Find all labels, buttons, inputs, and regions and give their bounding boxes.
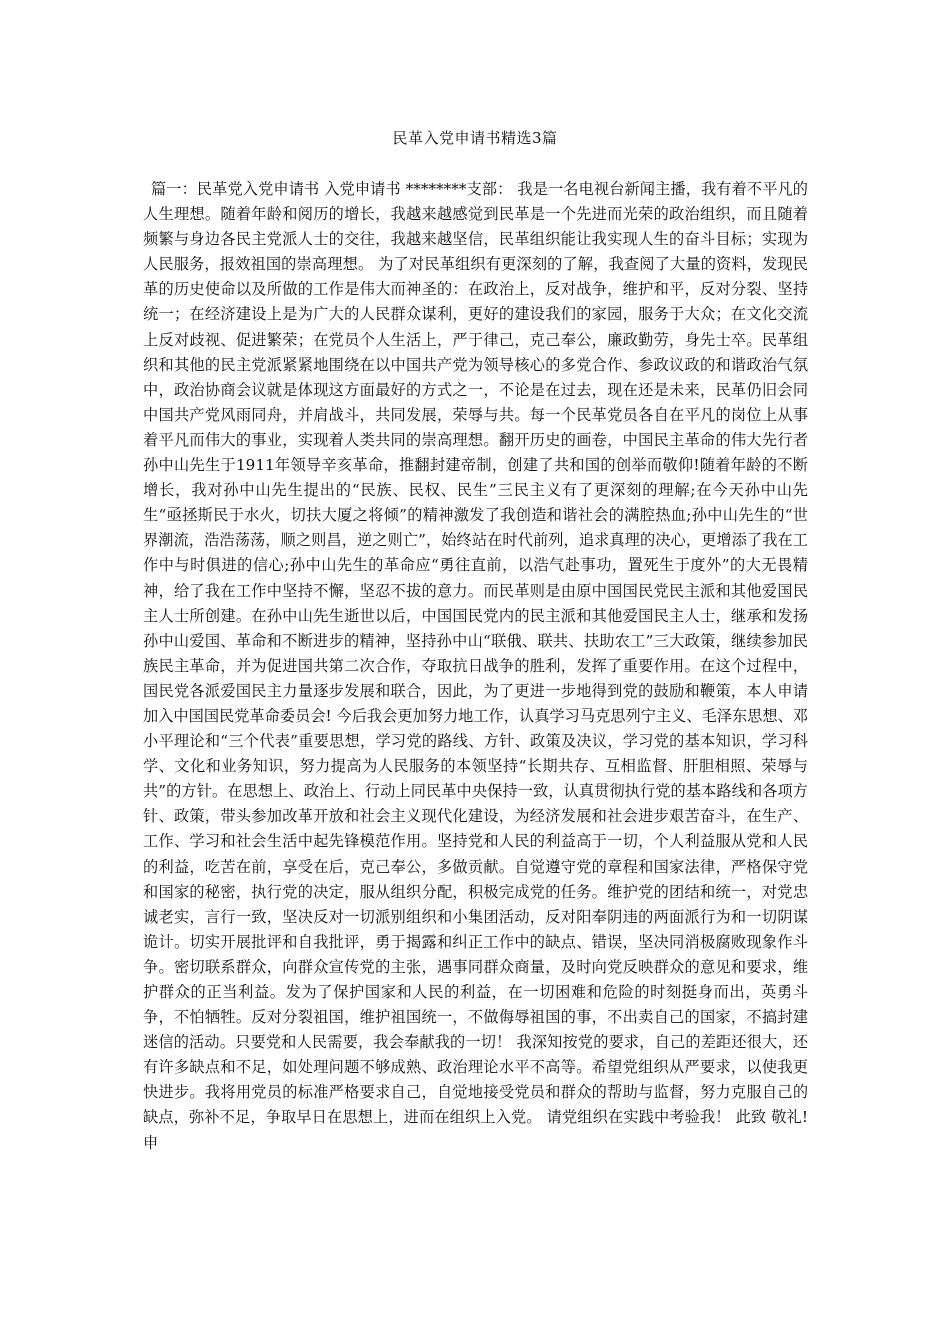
document-body-paragraph: 篇一：民革党入党申请书 入党申请书 ********支部： 我是一名电视台新闻主播，我有着不平凡的人生理想。随着年龄和阅历的增长，我越来越感觉到民革是一个先进而光荣的政治组织，而且随着频繁与身边各民主党派人士的交往，我越来越坚信，民革组织能让我实现人生的奋斗目标；实现为人民服务，报效祖国的崇高理想。 为了对民革组织有更深刻的了解，我查阅了大量的资料，发现民革的历史使命以及所做的工作是伟大而神圣的：在政治上，反对战争，维护和平，反对分裂、坚持统一；在经济建设上是为广大的人民群众谋利，更好的建设我们的家园，服务于大众；在文化交流上反对歧视、促进繁荣；在党员个人生活上，严于律己，克己奉公，廉政勤劳，身先士卒。民革组织和其他的民主党派紧紧地围绕在以中国共产党为领导核心的多党合作、参政议政的和谐政治气氛中，政治协商会议就是体现这方面最好的方式之一，不论是在过去，现在还是未来，民革仍旧会同中国共产党风雨同舟，并肩战斗，共同发展，荣辱与共。每一个民革党员各自在平凡的岗位上从事着平凡而伟大的事业，实现着人类共同的崇高理想。翻开历史的画卷，中国民主革命的伟大先行者孙中山先生于1911年领导辛亥革命，推翻封建帝制，创建了共和国的创举而敬仰!随着年龄的不断增长，我对孙中山先生提出的“民族、民权、民生”三民主义有了更深刻的理解;在今天孙中山先生“亟拯斯民于水火，切扶大厦之将倾”的精神激发了我创造和谐社会的满腔热血;孙中山先生的“世界潮流，浩浩荡荡，顺之则昌，逆之则亡”，始终站在时代前列，追求真理的决心，更增添了我在工作中与时俱进的信心;孙中山先生的革命应“勇往直前，以浩气赴事功，置死生于度外”的大无畏精神，给了我在工作中坚持不懈，坚忍不拔的意力。而民革则是由原中国国民党民主派和其他爱国民主人士所创建。在孙中山先生逝世以后，中国国民党内的民主派和其他爱国民主人士，继承和发扬孙中山爱国、革命和不断进步的精神，坚持孙中山“联俄、联共、扶助农工”三大政策，继续参加民族民主革命，并为促进国共第二次合作，夺取抗日战争的胜利，发挥了重要作用。在这个过程中，国民党各派爱国民主力量逐步发展和联合，因此，为了更进一步地得到党的鼓励和鞭策，本人申请加入中国国民党革命委员会! 今后我会更加努力地工作，认真学习马克思列宁主义、毛泽东思想、邓小平理论和“三个代表”重要思想，学习党的路线、方针、政策及决议，学习党的基本知识，学习科学、文化和业务知识，努力提高为人民服务的本领坚持“长期共存、互相监督、肝胆相照、荣辱与共”的方针。在思想上、政治上、行动上同民革中央保持一致，认真贯彻执行党的基本路线和各项方针、政策，带头参加改革开放和社会主义现代化建设，为经济发展和社会进步艰苦奋斗，在生产、工作、学习和社会生活中起先锋模范作用。坚持党和人民的利益高于一切，个人利益服从党和人民的利益，吃苦在前，享受在后，克己奉公，多做贡献。自觉遵守党的章程和国家法律，严格保守党和国家的秘密，执行党的决定，服从组织分配，积极完成党的任务。维护党的团结和统一，对党忠诚老实，言行一致，坚决反对一切派别组织和小集团活动，反对阳奉阴违的两面派行为和一切阴谋诡计。切实开展批评和自我批评，勇于揭露和纠正工作中的缺点、错误，坚决同消极腐败现象作斗争。密切联系群众，向群众宣传党的主张，遇事同群众商量，及时向党反映群众的意见和要求，维护群众的正当利益。发为了保护国家和人民的利益，在一切困难和危险的时刻挺身而出，英勇斗争，不怕牺牲。反对分裂祖国，维护祖国统一，不做侮辱祖国的事，不出卖自己的国家，不搞封建迷信的活动。只要党和人民需要，我会奉献我的一切！ 我深知按党的要求，自己的差距还很大，还有许多缺点和不足，如处理问题不够成熟、政治理论水平不高等。希望党组织从严要求，以使我更快进步。我将用党员的标准严格要求自己，自觉地接受党员和群众的帮助与监督，努力克服自己的缺点，弥补不足，争取早日在思想上，进而在组织上入党。 请党组织在实践中考验我！ 此致 敬礼!申 xyxy=(143,180,808,1152)
document-title: 民革入党申请书精选3篇 xyxy=(392,129,558,147)
